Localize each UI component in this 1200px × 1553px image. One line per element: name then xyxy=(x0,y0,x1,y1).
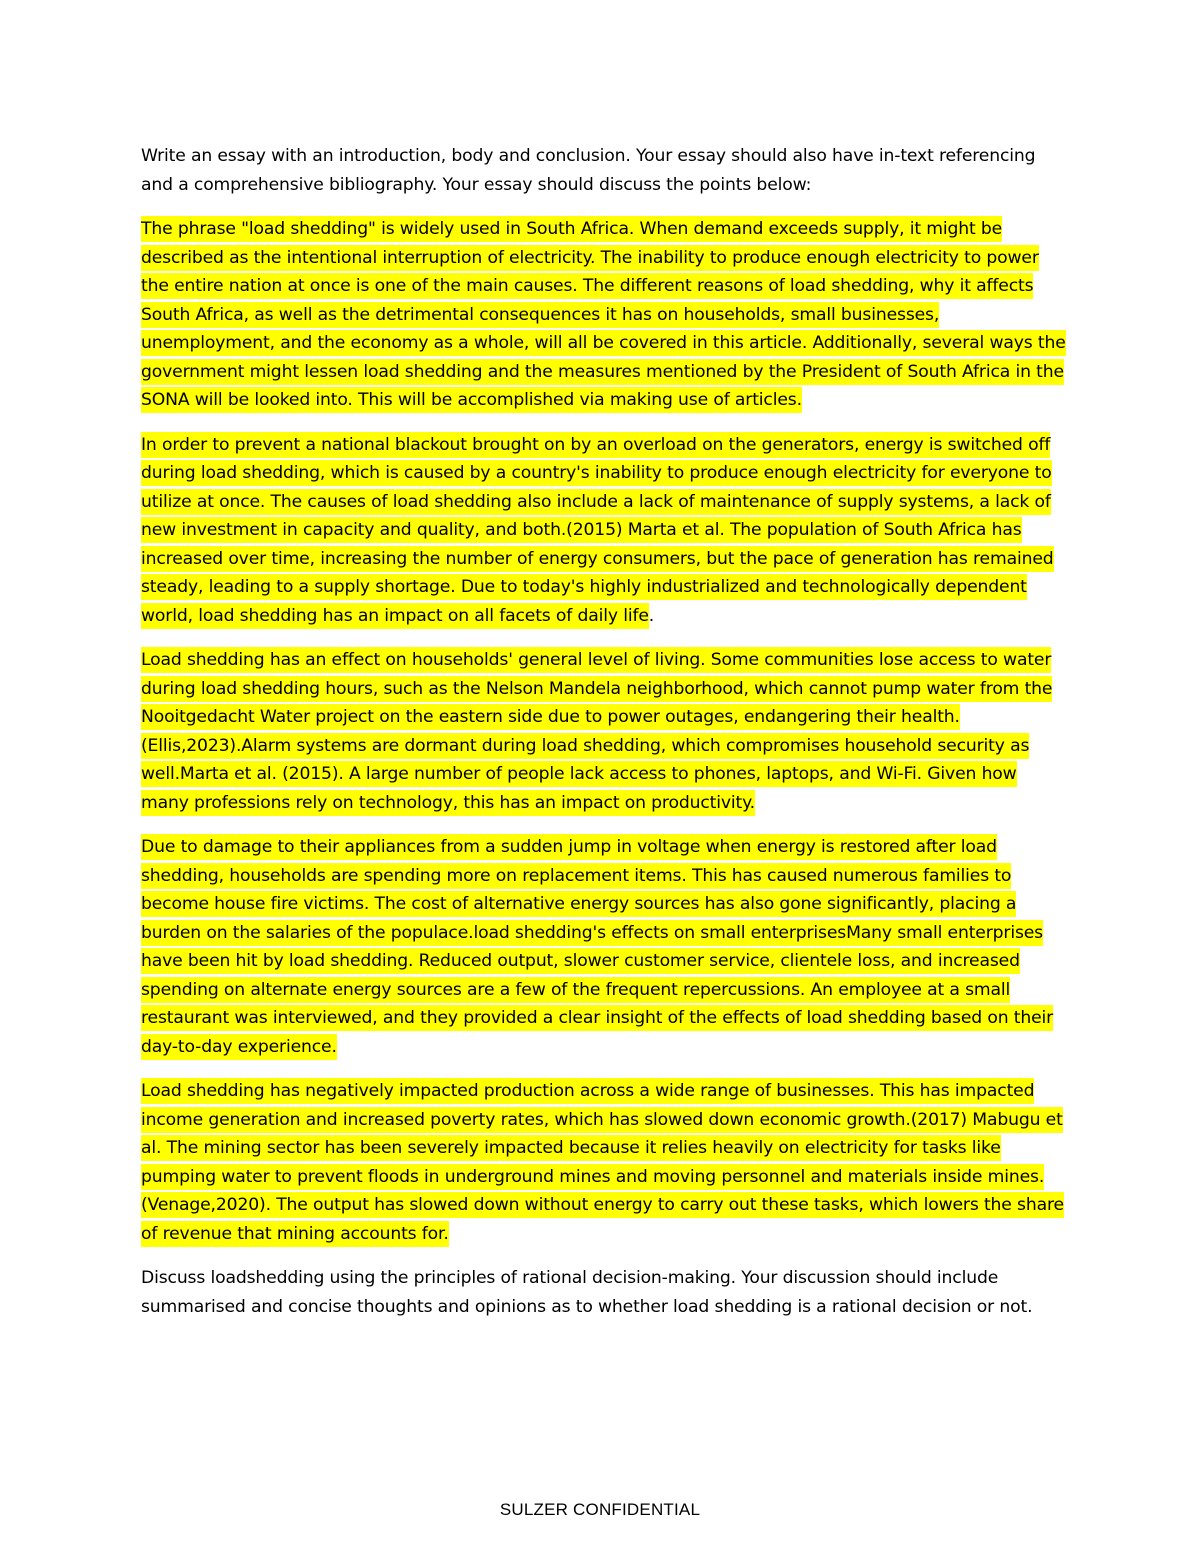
discussion-text: Discuss loadshedding using the principles of rational decision-making. Your discussion should include summarised and concise thoughts and opinions as to whether load shedding is a rational decision or not. xyxy=(141,1268,1033,1317)
instruction-paragraph xyxy=(141,142,1066,199)
highlighted-text: Load shedding has an effect on households' general level of living. Some communities lose access to water during load shedding hours, such as the Nelson Mandela neighborhood, which cannot pump water from the Nooitgedacht Water project on the eastern side due to power outages, endangering their health.(Ellis,2023).Alarm systems are dormant during load shedding, which compromises household security as well.Marta et al. (2015). A large number of people lack access to phones, laptops, and Wi-Fi. Given how many professions rely on technology, this has an impact on productivity. xyxy=(141,647,1052,816)
instruction-text: Write an essay with an introduction, body and conclusion. Your essay should also have in-text referencing and a comprehensive bibliography. Your essay should discuss the points below: xyxy=(141,146,1036,195)
highlighted-text: Due to damage to their appliances from a sudden jump in voltage when energy is restored after load shedding, households are spending more on replacement items. This has caused numerous families to become house fire victims. The cost of alternative energy sources has also gone significantly, placing a burden on the salaries of the populace.load shedding's effects on small enterprisesMany small enterprises have been hit by load shedding. Reduced output, slower customer service, clientele loss, and increased spending on alternate energy sources are a few of the frequent repercussions. An employee at a small restaurant was interviewed, and they provided a clear insight of the effects of load shedding based on their day-to-day experience. xyxy=(141,834,1053,1060)
highlighted-text: The phrase "load shedding" is widely used in South Africa. When demand exceeds supply, it might be described as the intentional interruption of electricity. The inability to produce enough electricity to power the entire nation at once is one of the main causes. The different reasons of load shedding, why it affects South Africa, as well as the detrimental consequences it has on households, small businesses, unemployment, and the economy as a whole, will all be covered in this article. Additionally, several ways the government might lessen load shedding and the measures mentioned by the President of South Africa in the SONA will be looked into. This will be accomplished via making use of articles. xyxy=(141,216,1066,413)
highlighted-paragraph-introduction xyxy=(141,215,1066,415)
discussion-paragraph xyxy=(141,1264,1066,1321)
highlighted-paragraph-causes xyxy=(141,431,1066,631)
confidential-footer: SULZER CONFIDENTIAL xyxy=(499,1500,701,1519)
paragraph-suffix: . xyxy=(648,605,655,626)
highlighted-paragraph-appliances xyxy=(141,833,1066,1061)
highlighted-text: Load shedding has negatively impacted production across a wide range of businesses. This has impacted income generation and increased poverty rates, which has slowed down economic growth.(2017) Mabugu et al. The mining sector has been severely impacted because it relies heavily on electricity for tasks like pumping water to prevent floods in underground mines and moving personnel and materials inside mines.(Venage,2020). The output has slowed down without energy to carry out these tasks, which lowers the share of revenue that mining accounts for. xyxy=(141,1078,1064,1247)
highlighted-paragraph-production xyxy=(141,1077,1066,1248)
highlighted-text: In order to prevent a national blackout brought on by an overload on the generators, energy is switched off during load shedding, which is caused by a country's inability to produce enough electricity for everyone to utilize at once. The causes of load shedding also include a lack of maintenance of supply systems, a lack of new investment in capacity and quality, and both.(2015) Marta et al. The population of South Africa has increased over time, increasing the number of energy consumers, but the pace of generation has remained steady, leading to a supply shortage. Due to today's highly industrialized and technologically dependent world, load shedding has an impact on all facets of daily life xyxy=(141,432,1054,629)
document-body xyxy=(141,142,1066,1337)
highlighted-paragraph-households xyxy=(141,646,1066,817)
